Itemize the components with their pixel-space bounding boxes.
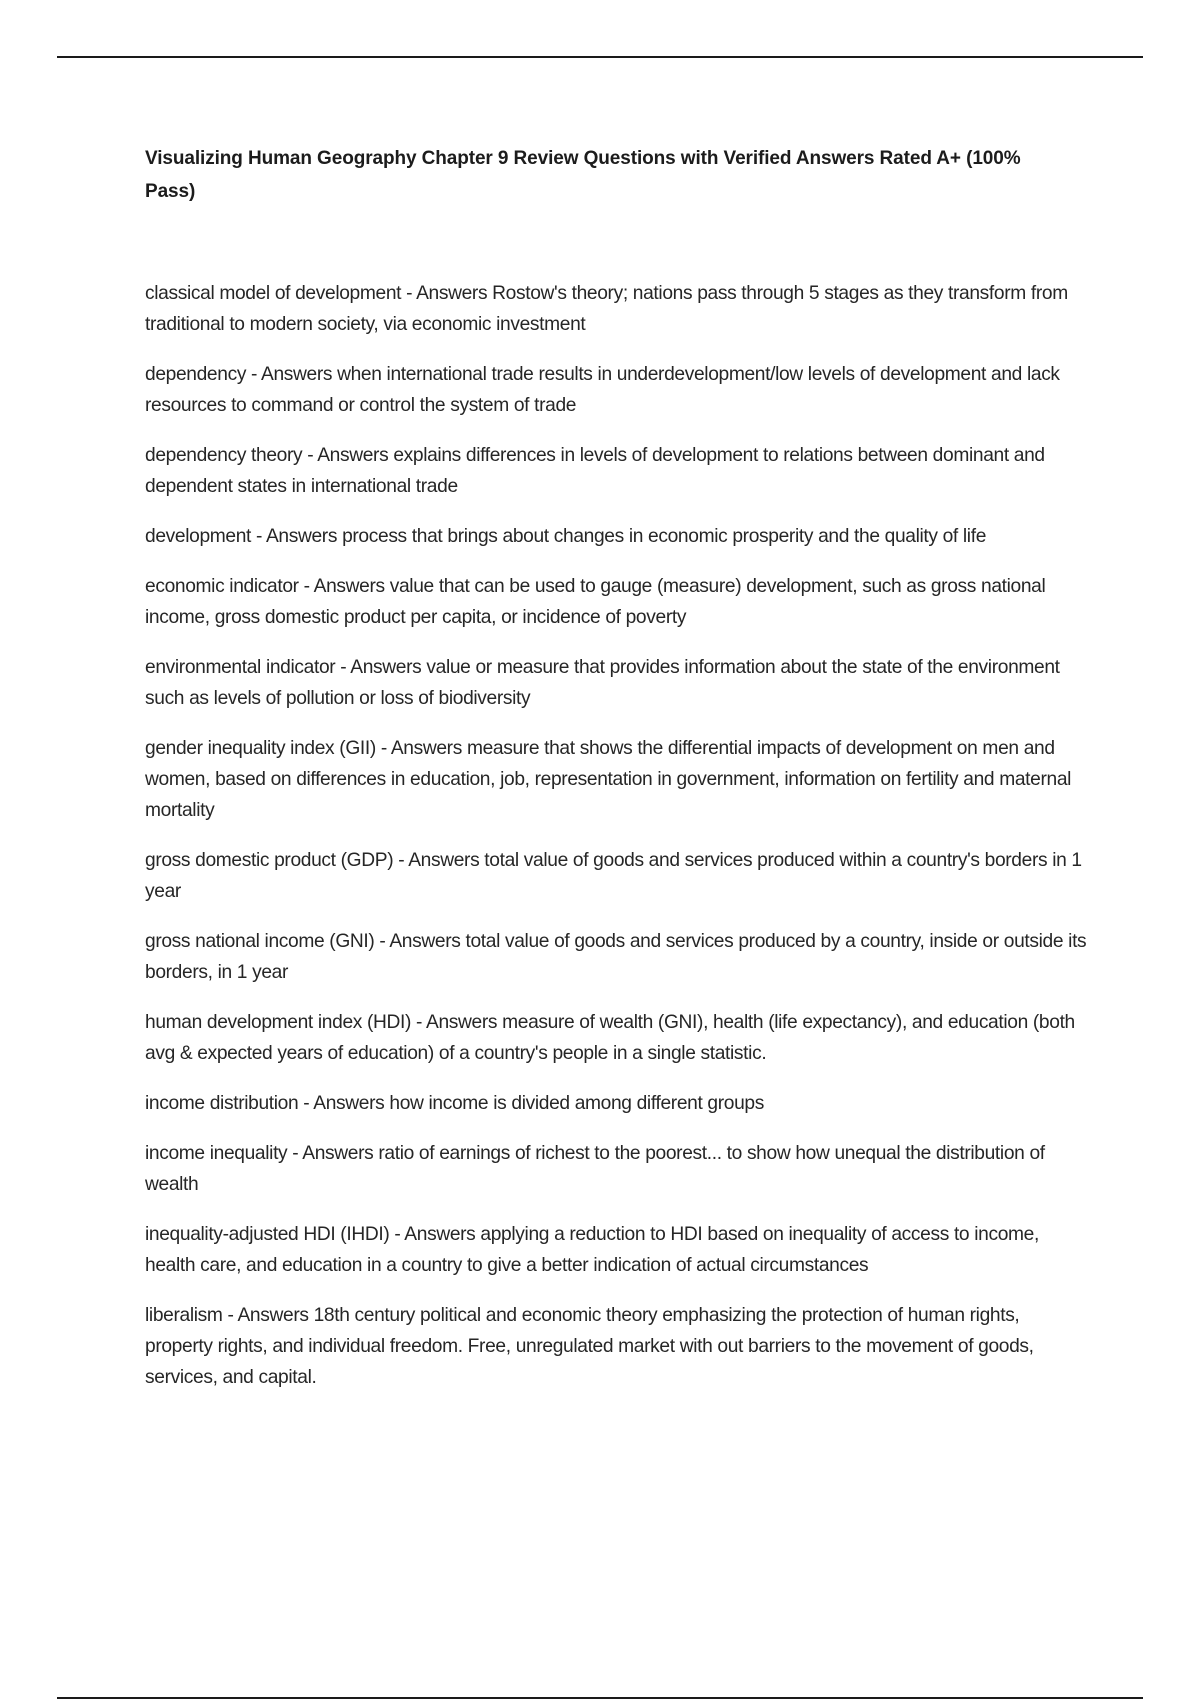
- definition-entry: economic indicator - Answers value that can be used to gauge (measure) development, such as gross national income, gross domestic product per capita, or incidence of poverty: [145, 576, 1046, 628]
- definition-entry: gross domestic product (GDP) - Answers total value of goods and services produced within a country's borders in 1 year: [145, 850, 1082, 902]
- definition-entry: liberalism - Answers 18th century political and economic theory emphasizing the protection of human rights, property rights, and individual freedom. Free, unregulated market with out barriers to the movement of goods, services, and capital.: [145, 1305, 1034, 1388]
- definition-entry: income inequality - Answers ratio of earnings of richest to the poorest... to show how unequal the distribution of wealth: [145, 1143, 1045, 1195]
- definition-entry: inequality-adjusted HDI (IHDI) - Answers applying a reduction to HDI based on inequality of access to income, health care, and education in a country to give a better indication of actual circumstances: [145, 1224, 1039, 1276]
- definition-list: [145, 278, 1090, 1412]
- definition-entry: development - Answers process that brings about changes in economic prosperity and the quality of life: [145, 526, 987, 547]
- top-rule: [57, 56, 1143, 58]
- definition-entry: dependency - Answers when international trade results in underdevelopment/low levels of development and lack resources to command or control the system of trade: [145, 364, 1060, 416]
- definition-entry: human development index (HDI) - Answers measure of wealth (GNI), health (life expectancy), and education (both avg & expected years of education) of a country's people in a single statistic.: [145, 1012, 1075, 1064]
- definition-entry: income distribution - Answers how income is divided among different groups: [145, 1093, 764, 1114]
- definition-entry: gross national income (GNI) - Answers total value of goods and services produced by a country, inside or outside its borders, in 1 year: [145, 931, 1087, 983]
- definition-entry: environmental indicator - Answers value or measure that provides information about the state of the environment such as levels of pollution or loss of biodiversity: [145, 657, 1060, 709]
- document-title: Visualizing Human Geography Chapter 9 Review Questions with Verified Answers Rated A+ (100% Pass): [145, 148, 1021, 202]
- bottom-rule: [57, 1697, 1143, 1699]
- definition-entry: gender inequality index (GII) - Answers measure that shows the differential impacts of development on men and women, based on differences in education, job, representation in government, information on fertility and maternal mortality: [145, 738, 1072, 821]
- definition-entry: dependency theory - Answers explains differences in levels of development to relations between dominant and dependent states in international trade: [145, 445, 1045, 497]
- definition-entry: classical model of development - Answers Rostow's theory; nations pass through 5 stages as they transform from traditional to modern society, via economic investment: [145, 283, 1068, 335]
